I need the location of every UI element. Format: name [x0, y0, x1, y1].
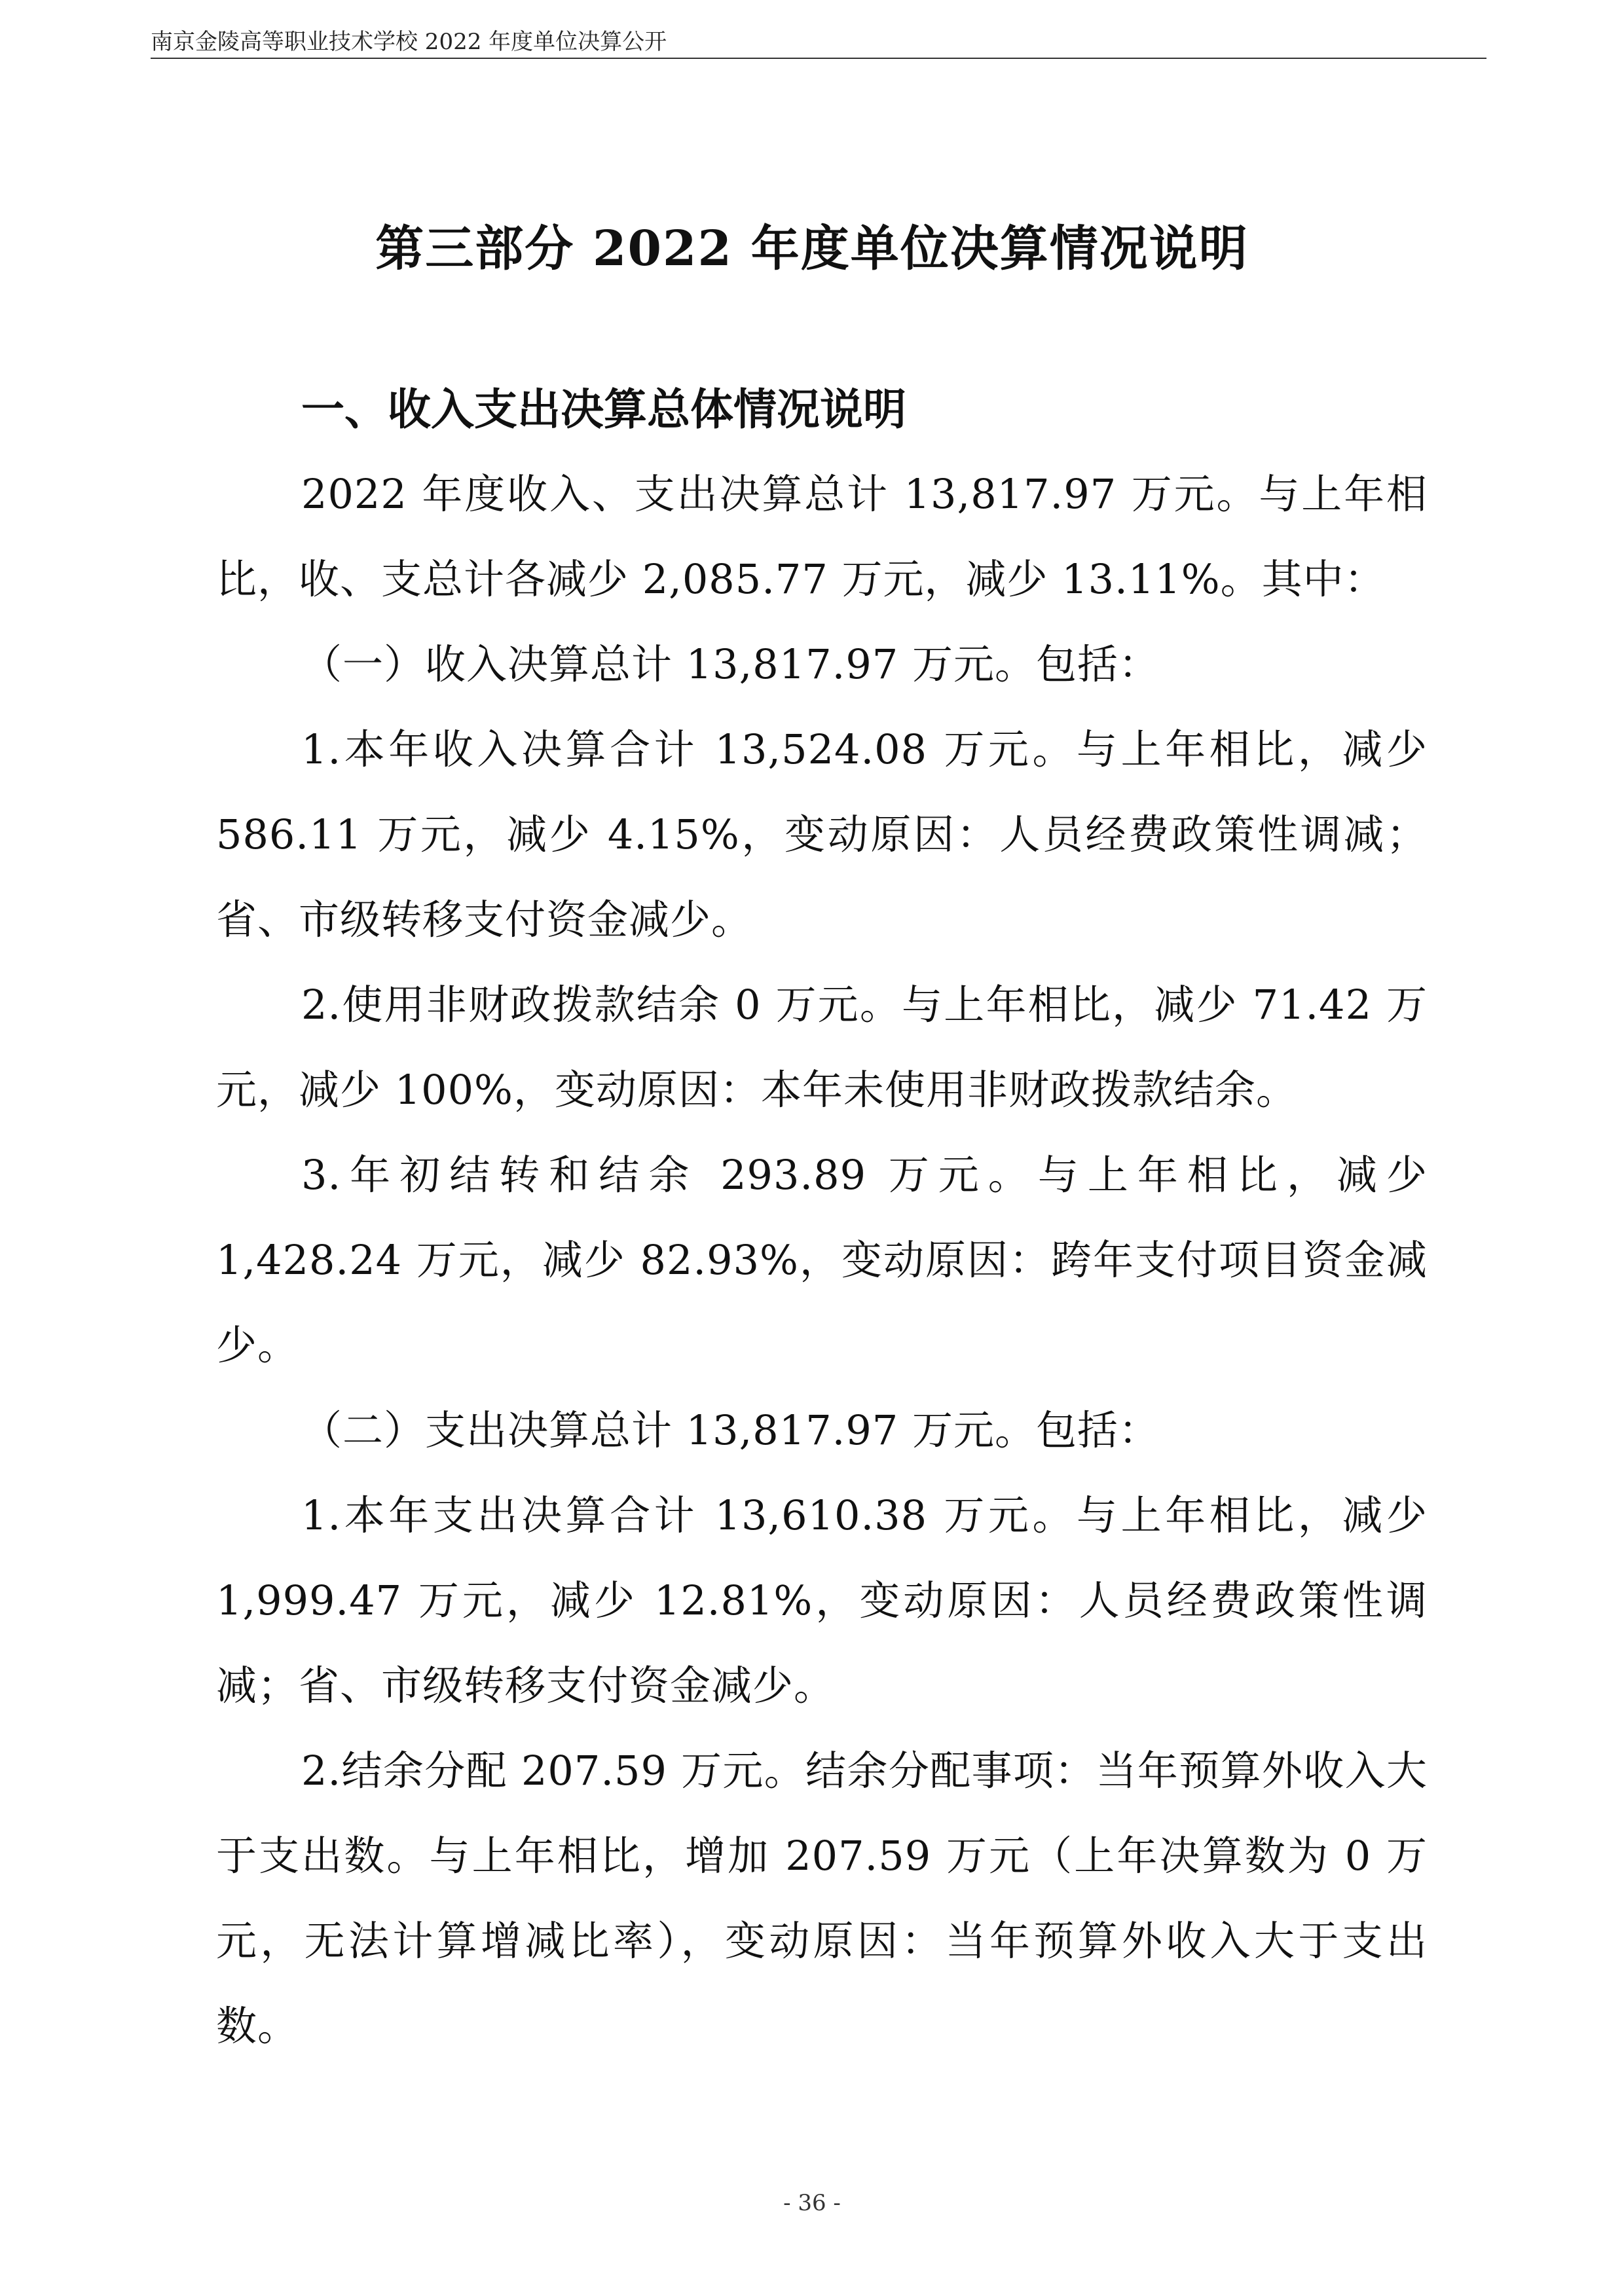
summary-paragraph: 2022 年度收入、支出决算总计 13,817.97 万元。与上年相比，收、支总计各减少 2,085.77 万元，减少 13.11%。其中：	[216, 470, 1428, 603]
income-heading: （一）收入决算总计 13,817.97 万元。包括：	[301, 640, 1160, 688]
section-heading: 一、收入支出决算总体情况说明	[301, 384, 906, 435]
page-title: 第三部分 2022 年度单位决算情况说明	[375, 221, 1249, 277]
expense-item-2: 2.结余分配 207.59 万元。结余分配事项：当年预算外收入大于支出数。与上年相比，增加 207.59 万元（上年决算数为 0 万元，无法计算增减比率），变动原因：当年预算外收入大于支出数。	[216, 1747, 1428, 2050]
expense-item-1: 1.本年支出决算合计 13,610.38 万元。与上年相比，减少 1,999.47 万元，减少 12.81%，变动原因：人员经费政策性调减；省、市级转移支付资金减少。	[216, 1491, 1428, 1709]
income-item-2: 2.使用非财政拨款结余 0 万元。与上年相比，减少 71.42 万元，减少 100%，变动原因：本年未使用非财政拨款结余。	[216, 981, 1428, 1114]
income-item-3: 3.年初结转和结余 293.89 万元。与上年相比，减少 1,428.24 万元，减少 82.93%，变动原因：跨年支付项目资金减少。	[216, 1151, 1428, 1369]
expense-heading: （二）支出决算总计 13,817.97 万元。包括：	[301, 1406, 1160, 1454]
income-item-1: 1.本年收入决算合计 13,524.08 万元。与上年相比，减少 586.11 万元，减少 4.15%，变动原因：人员经费政策性调减；省、市级转移支付资金减少。	[216, 725, 1428, 943]
header-divider	[151, 58, 1486, 59]
running-header: 南京金陵高等职业技术学校 2022 年度单位决算公开	[151, 29, 667, 55]
document-body	[216, 367, 1428, 2069]
page-number: - 36 -	[783, 2190, 841, 2216]
